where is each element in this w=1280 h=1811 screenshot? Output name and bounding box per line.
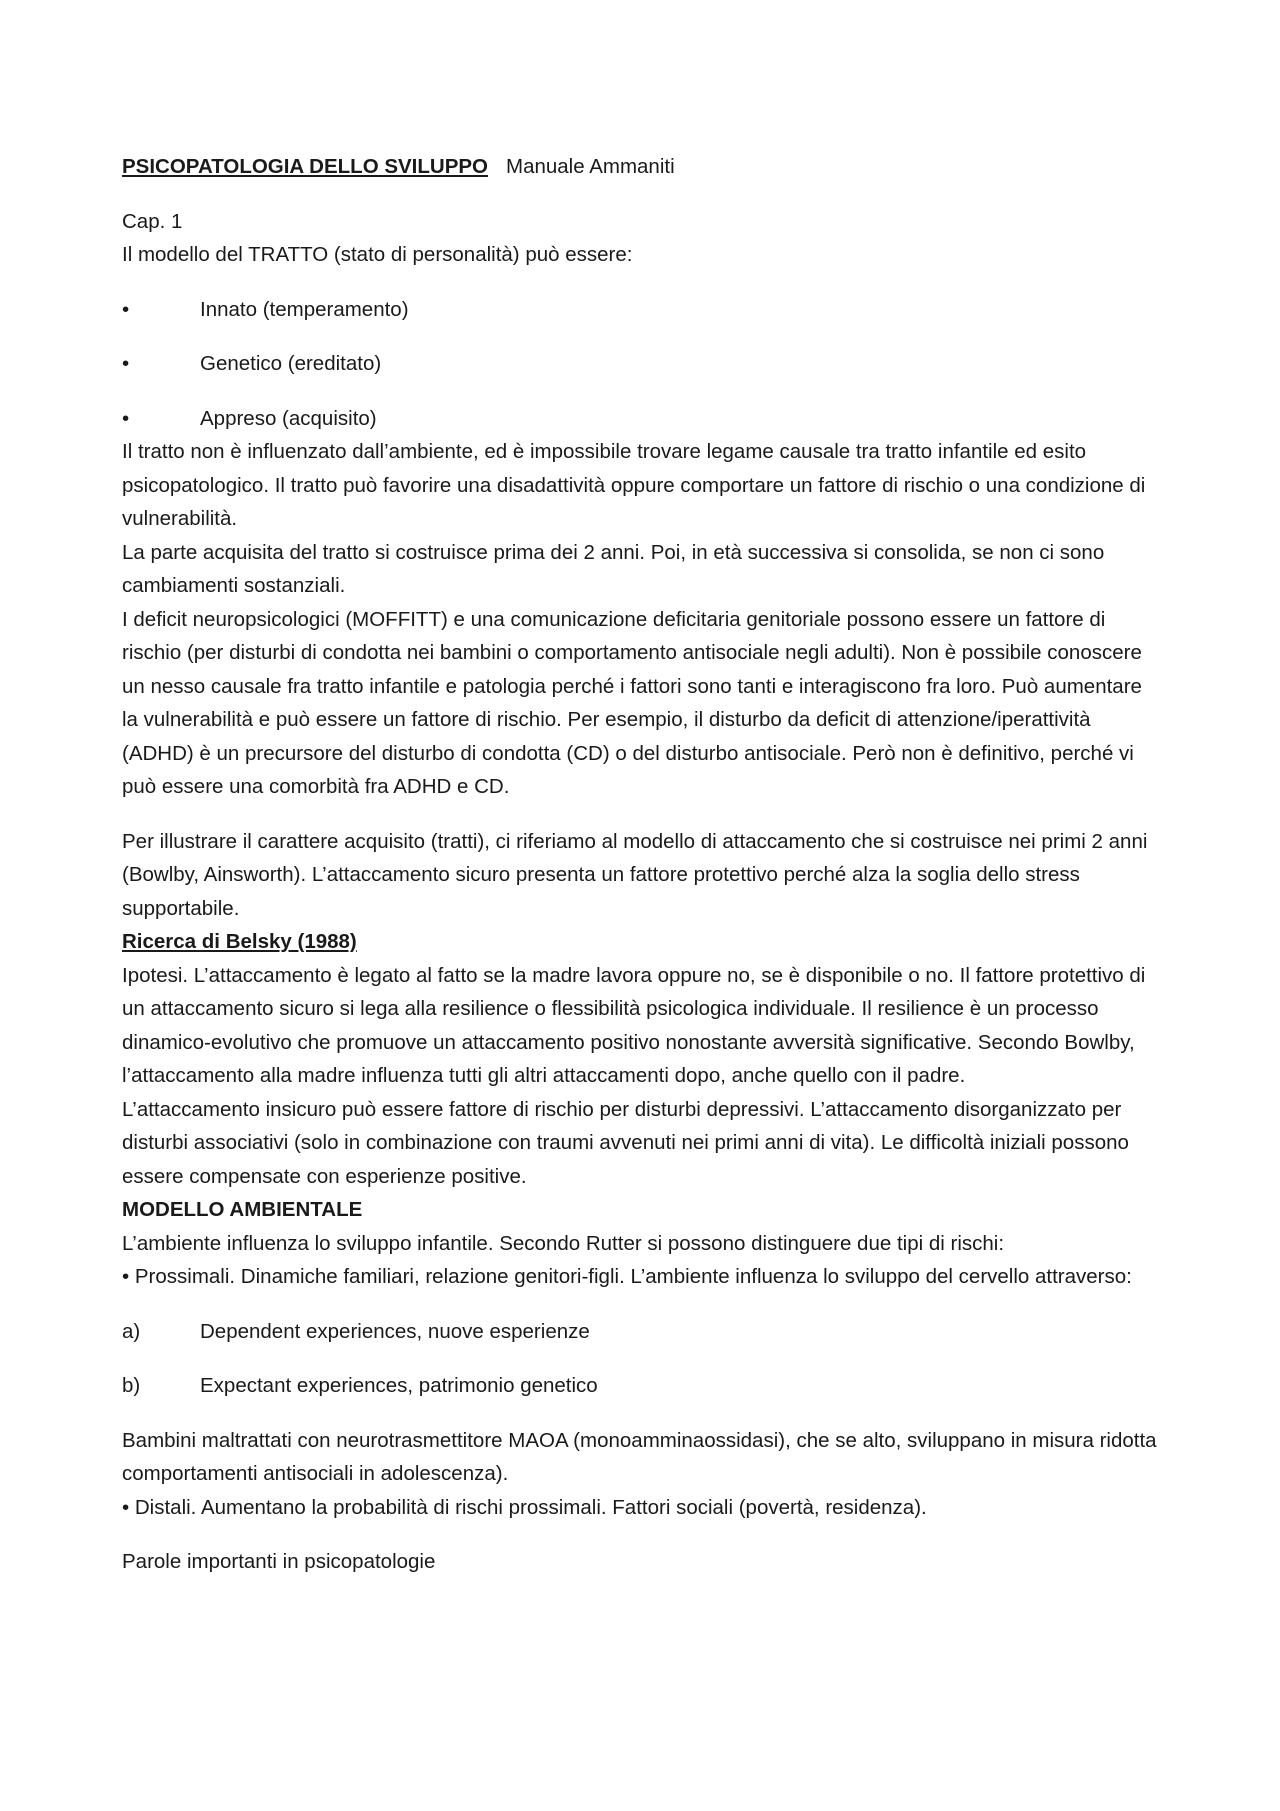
list-item	[122, 402, 1160, 436]
intro-text: Il modello del TRATTO (stato di personalità) può essere:	[122, 243, 633, 266]
bullet-marker: •	[122, 406, 130, 430]
section-heading: MODELLO AMBIENTALE	[122, 1198, 363, 1221]
document-subtitle: Manuale Ammaniti	[506, 155, 675, 178]
paragraph: • Prossimali. Dinamiche familiari, relazione genitori-figli. L’ambiente influenza lo sviluppo del cervello attraverso:	[122, 1265, 1132, 1288]
paragraph: L’ambiente influenza lo sviluppo infantile. Secondo Rutter si possono distinguere due tipi di rischi:	[122, 1231, 1005, 1255]
list-item-text: Dependent experiences, nuove esperienze	[200, 1319, 590, 1343]
list-marker: b)	[122, 1374, 141, 1397]
paragraph: I deficit neuropsicologici (MOFFITT) e una comunicazione deficitaria genitoriale possono essere un fattore di rischio (per disturbi di condotta nei bambini o comportamento antisociale negli adulti). Non è possibile conoscere un nesso causale fra tratto infantile e patologia perché i fattori sono tanti e interagiscono fra loro. Può aumentare la vulnerabilità e può essere un fattore di rischio. Per esempio, il disturbo da deficit di attenzione/iperattività (ADHD) è un precursore del disturbo di condotta (CD) o del disturbo antisociale. Però non è definitivo, perché vi può essere una comorbità fra ADHD e CD.	[122, 607, 1142, 798]
bullet-marker: •	[122, 352, 130, 375]
paragraph: Per illustrare il carattere acquisito (tratti), ci riferiamo al modello di attaccamento che si costruisce nei primi 2 anni (Bowlby, Ainsworth). L’attaccamento sicuro presenta un fattore protettivo perché alza la soglia dello stress supportabile.	[122, 829, 1148, 920]
bullet-marker: •	[122, 297, 130, 321]
list-item-text: Innato (temperamento)	[200, 297, 409, 321]
section-heading: Ricerca di Belsky (1988)	[122, 930, 357, 953]
experiences-list	[122, 1315, 1160, 1403]
paragraph: • Distali. Aumentano la probabilità di rischi prossimali. Fattori sociali (povertà, residenza).	[122, 1495, 927, 1519]
list-item	[122, 1369, 1160, 1403]
paragraph: Ipotesi. L’attaccamento è legato al fatto se la madre lavora oppure no, se è disponibile o no. Il fattore protettivo di un attaccamento sicuro si lega alla resilience o flessibilità psicologica individuale. Il resilience è un processo dinamico-evolutivo che promuove un attaccamento positivo nonostante avversità significative. Secondo Bowlby, l’attaccamento alla madre influenza tutti gli altri attaccamenti dopo, anche quello con il padre.	[122, 963, 1146, 1087]
paragraph: La parte acquisita del tratto si costruisce prima dei 2 anni. Poi, in età successiva si consolida, se non ci sono cambiamenti sostanziali.	[122, 540, 1105, 597]
trait-list	[122, 293, 1160, 436]
list-item-text: Genetico (ereditato)	[200, 352, 382, 375]
paragraph: Bambini maltrattati con neurotrasmettitore MAOA (monoamminaossidasi), che se alto, sviluppano in misura ridotta comportamenti antisociali in adolescenza).	[122, 1428, 1157, 1485]
header-line	[122, 150, 1160, 184]
chapter-label: Cap. 1	[122, 209, 183, 233]
list-item-text: Expectant experiences, patrimonio genetico	[200, 1374, 598, 1397]
list-item	[122, 293, 1160, 327]
closing-line: Parole importanti in psicopatologie	[122, 1550, 436, 1573]
list-item-text: Appreso (acquisito)	[200, 406, 377, 430]
paragraph: L’attaccamento insicuro può essere fattore di rischio per disturbi depressivi. L’attaccamento disorganizzato per disturbi associativi (solo in combinazione con traumi avvenuti nei primi anni di vita). Le difficoltà iniziali possono essere compensate con esperienze positive.	[122, 1097, 1129, 1188]
list-item	[122, 1315, 1160, 1349]
paragraph: Il tratto non è influenzato dall’ambiente, ed è impossibile trovare legame causale tra tratto infantile ed esito psicopatologico. Il tratto può favorire una disadattività oppure comportare un fattore di rischio o una condizione di vulnerabilità.	[122, 440, 1146, 530]
list-item	[122, 347, 1160, 381]
list-marker: a)	[122, 1319, 141, 1343]
document-title: PSICOPATOLOGIA DELLO SVILUPPO	[122, 155, 488, 178]
